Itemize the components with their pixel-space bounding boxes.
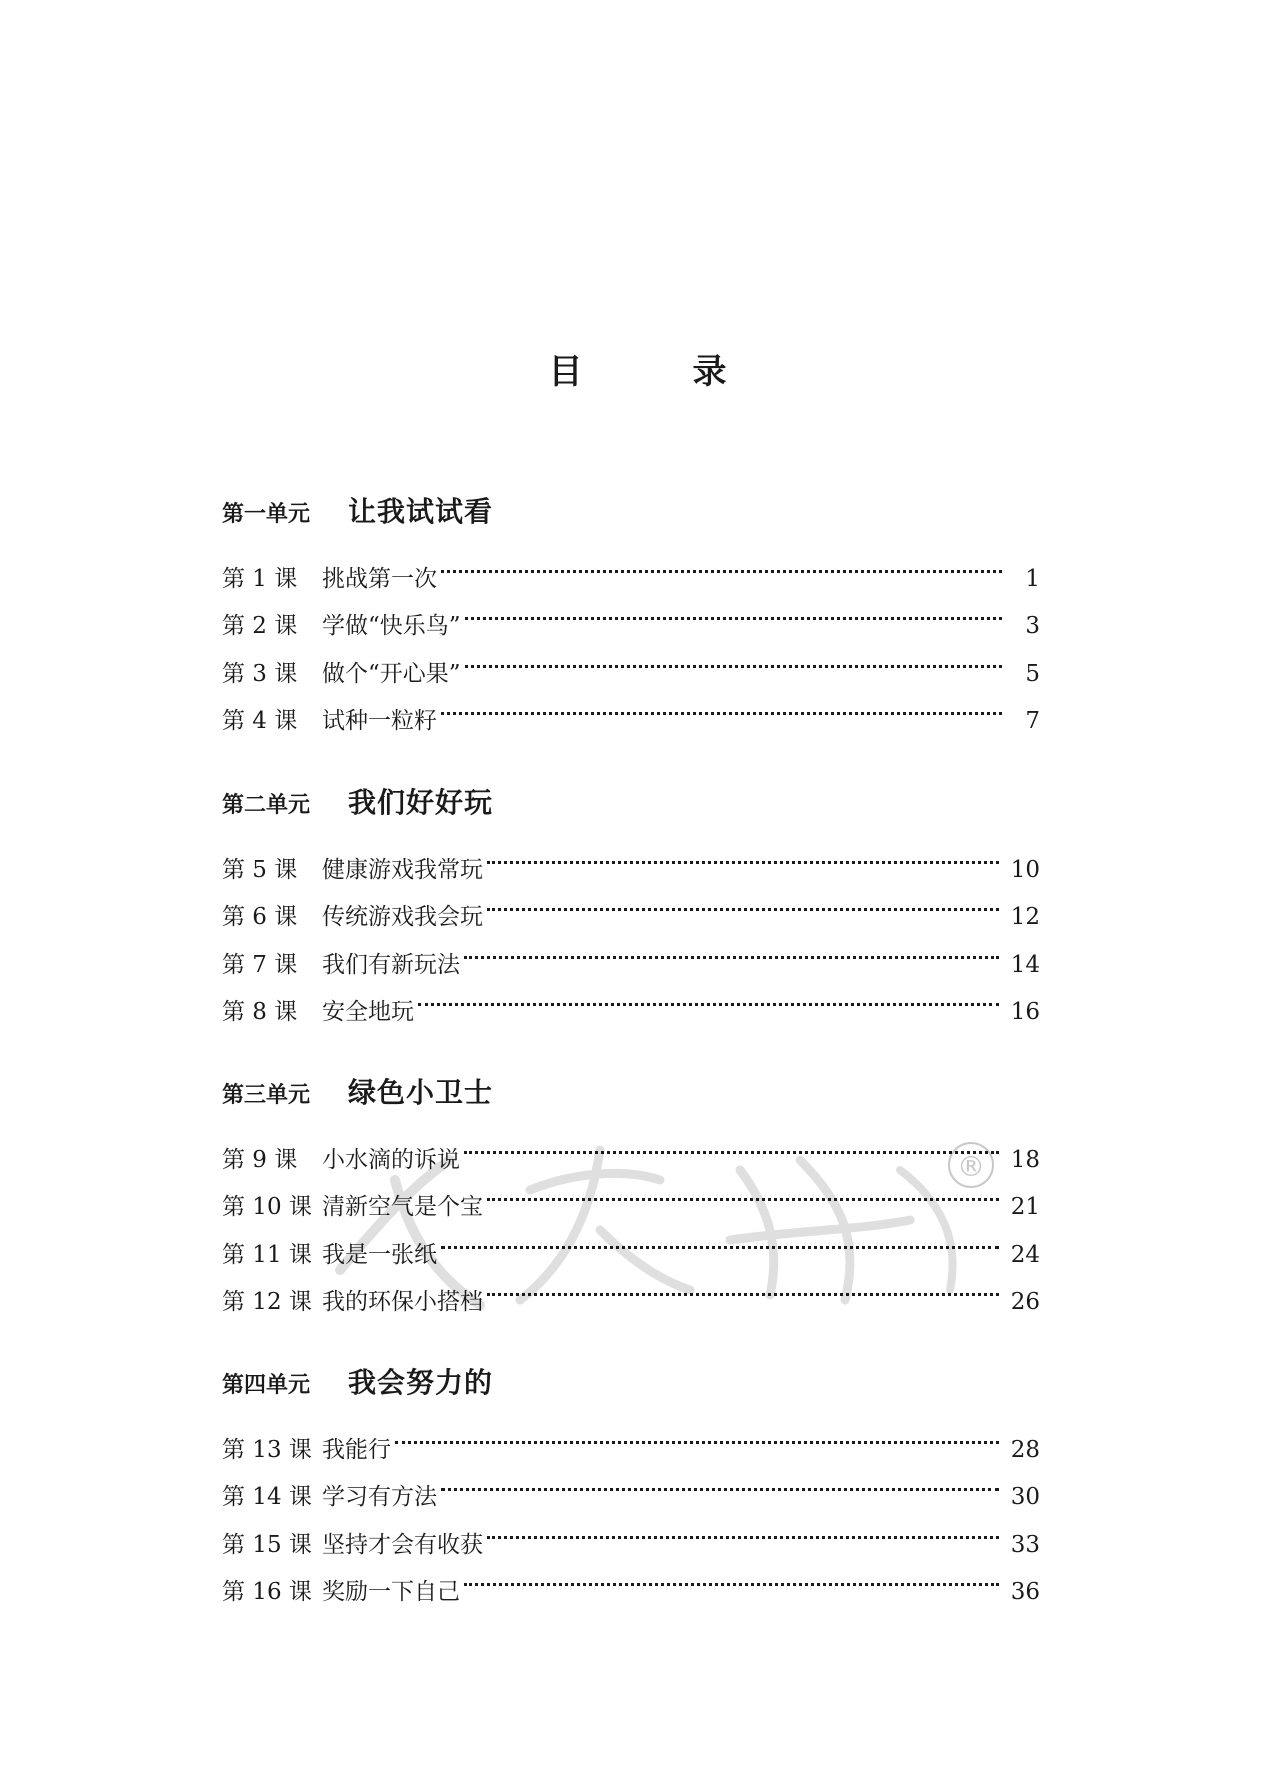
unit-heading (222, 1072, 1040, 1114)
lesson-number: 第 10 课 (222, 1194, 312, 1221)
unit-heading (222, 1362, 1040, 1404)
unit-label: 第三单元 (222, 1082, 311, 1108)
lesson-title: 传统游戏我会玩 (322, 904, 483, 931)
lesson-number: 第 13 课 (222, 1437, 312, 1463)
page-number: 5 (1025, 660, 1040, 687)
unit-label: 第四单元 (222, 1372, 311, 1398)
lesson-title: 做个“开心果” (322, 660, 461, 687)
page-number: 28 (1010, 1437, 1040, 1463)
page-number: 30 (1010, 1484, 1040, 1511)
page-number: 36 (1010, 1578, 1040, 1605)
lesson-number: 第 15 课 (222, 1531, 312, 1558)
lesson-list (222, 1410, 1040, 1605)
lesson-title: 小水滴的诉说 (322, 1147, 460, 1173)
dot-leader (487, 1505, 999, 1552)
lesson-list (222, 830, 1040, 1025)
page-number: 21 (1010, 1194, 1040, 1221)
page-number: 1 (1025, 566, 1040, 592)
dot-leader (464, 925, 999, 972)
unit-3 (222, 1072, 1040, 1315)
lesson-title: 坚持才会有收获 (322, 1531, 483, 1558)
page-number: 14 (1010, 951, 1040, 978)
unit-1 (222, 491, 1040, 734)
lesson-list (222, 539, 1040, 734)
unit-name: 让我试试看 (348, 495, 494, 528)
lesson-number: 第 2 课 (222, 613, 298, 640)
toc-entry[interactable] (222, 1120, 1040, 1173)
lesson-number: 第 7 课 (222, 951, 298, 978)
page-number: 24 (1010, 1241, 1040, 1268)
unit-name: 我们好好玩 (348, 786, 494, 819)
page-number: 7 (1025, 707, 1040, 734)
lesson-title: 我是一张纸 (322, 1241, 437, 1268)
page-number: 26 (1010, 1288, 1040, 1315)
lesson-number: 第 16 课 (222, 1578, 312, 1605)
lesson-list (222, 1120, 1040, 1315)
unit-label: 第二单元 (222, 792, 311, 818)
unit-heading (222, 782, 1040, 824)
dot-leader (487, 1262, 999, 1309)
page-number: 3 (1025, 613, 1040, 640)
page-number: 16 (1010, 998, 1040, 1025)
unit-4 (222, 1362, 1040, 1605)
dot-leader (464, 1552, 999, 1599)
lesson-number: 第 1 课 (222, 566, 298, 592)
lesson-number: 第 3 课 (222, 660, 298, 687)
dot-leader (465, 586, 1002, 633)
toc-entry[interactable] (222, 539, 1040, 592)
lesson-number: 第 9 课 (222, 1147, 298, 1173)
page-number: 10 (1010, 857, 1040, 883)
lesson-number: 第 6 课 (222, 904, 298, 931)
dot-leader (465, 634, 1002, 681)
dot-leader (487, 830, 999, 877)
unit-heading (222, 491, 1040, 533)
dot-leader (441, 681, 1002, 728)
lesson-title: 试种一粒籽 (322, 707, 437, 734)
lesson-number: 第 4 课 (222, 707, 298, 734)
lesson-number: 第 14 课 (222, 1484, 312, 1511)
lesson-title: 学习有方法 (322, 1484, 437, 1511)
dot-leader (441, 1215, 999, 1262)
dot-leader (441, 539, 1002, 586)
dot-leader (395, 1410, 999, 1457)
unit-name: 绿色小卫士 (348, 1076, 494, 1109)
toc-entry[interactable] (222, 830, 1040, 883)
dot-leader (487, 877, 999, 924)
dot-leader (487, 1167, 999, 1214)
page-title: 目 录 (548, 352, 765, 392)
page-number: 33 (1010, 1531, 1040, 1558)
lesson-title: 我能行 (322, 1437, 391, 1463)
toc-entry[interactable] (222, 1410, 1040, 1463)
unit-label: 第一单元 (222, 501, 311, 527)
page-number: 18 (1010, 1147, 1040, 1173)
lesson-title: 挑战第一次 (322, 566, 437, 592)
lesson-title: 学做“快乐鸟” (322, 613, 461, 640)
lesson-number: 第 8 课 (222, 998, 298, 1025)
lesson-title: 清新空气是个宝 (322, 1194, 483, 1221)
dot-leader (418, 972, 999, 1019)
dot-leader (464, 1120, 999, 1167)
dot-leader (441, 1457, 999, 1504)
page-number: 12 (1010, 904, 1040, 931)
lesson-title: 奖励一下自己 (322, 1578, 460, 1605)
lesson-number: 第 12 课 (222, 1288, 312, 1315)
unit-2 (222, 782, 1040, 1025)
unit-name: 我会努力的 (348, 1366, 494, 1399)
lesson-number: 第 11 课 (222, 1241, 312, 1268)
lesson-title: 我的环保小搭档 (322, 1288, 483, 1315)
lesson-number: 第 5 课 (222, 857, 298, 883)
registered-mark-icon: ® (948, 1142, 994, 1188)
lesson-title: 我们有新玩法 (322, 951, 460, 978)
lesson-title: 安全地玩 (322, 998, 414, 1025)
lesson-title: 健康游戏我常玩 (322, 857, 483, 883)
